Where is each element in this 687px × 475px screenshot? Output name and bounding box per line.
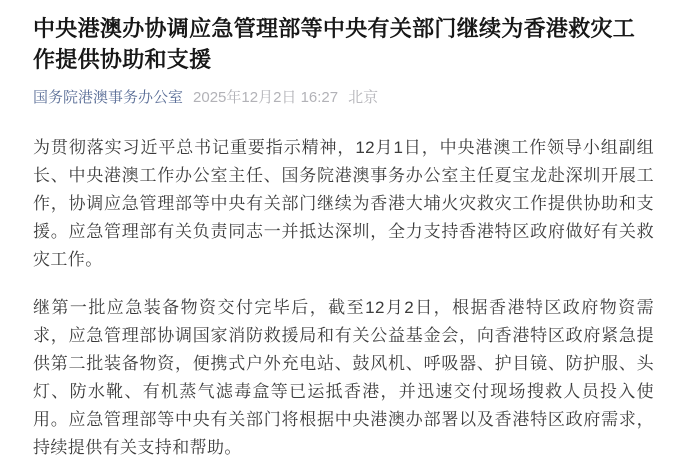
source-account-link[interactable]: 国务院港澳事务办公室 xyxy=(33,89,184,106)
byline xyxy=(33,88,654,108)
article-body xyxy=(33,134,654,462)
paragraph-1: 为贯彻落实习近平总书记重要指示精神，12月1日，中央港澳工作领导小组副组长、中央港澳工作办公室主任、国务院港澳事务办公室主任夏宝龙赴深圳开展工作，协调应急管理部等中央有关部门继续为香港大埔火灾救灾工作提供协助和支援。应急管理部有关负责同志一并抵达深圳，全力支持香港特区政府做好有关救灾工作。 xyxy=(33,138,654,269)
paragraph-2: 继第一批应急装备物资交付完毕后，截至12月2日，根据香港特区政府物资需求，应急管理部协调国家消防救援局和有关公益基金会，向香港特区政府紧急提供第二批装备物资，便携式户外充电站、鼓风机、呼吸器、护目镜、防护服、头灯、防水靴、有机蒸气滤毒盒等已运抵香港，并迅速交付现场搜救人员投入使用。应急管理部等中央有关部门将根据中央港澳办部署以及香港特区政府需求，持续提供有关支持和帮助。 xyxy=(33,298,654,457)
article-title: 中央港澳办协调应急管理部等中央有关部门继续为香港救灾工作提供协助和支援 xyxy=(33,16,636,72)
publish-datetime: 2025年12月2日 16:27 xyxy=(193,89,339,106)
publish-location: 北京 xyxy=(348,89,379,106)
